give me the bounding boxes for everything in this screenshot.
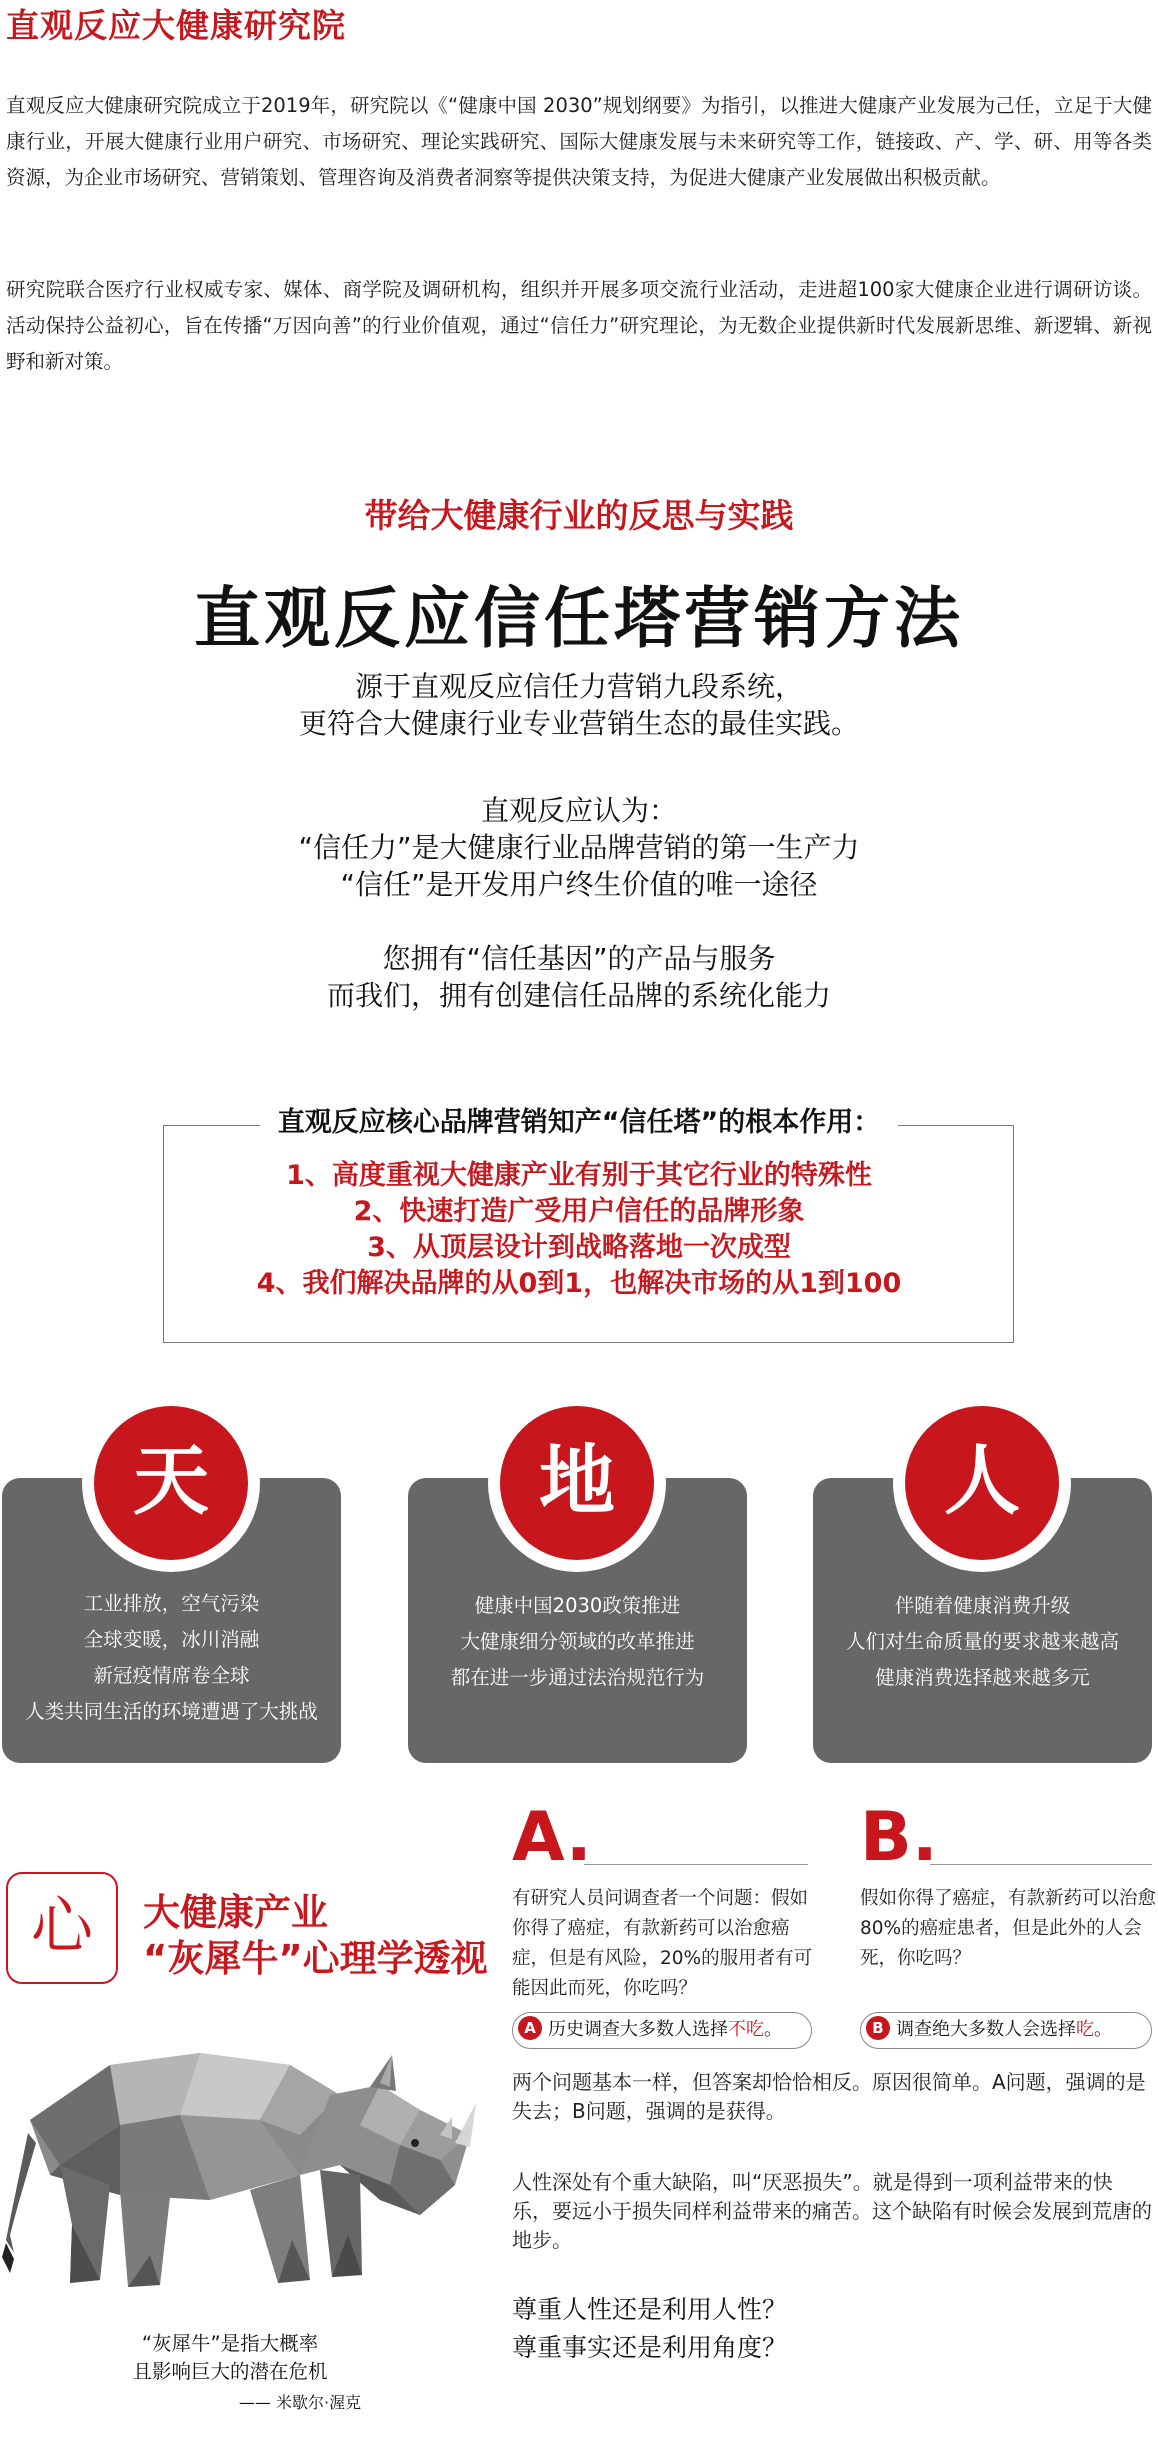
method-intro-line-1: 源于直观反应信任力营销九段系统， — [354, 670, 803, 703]
gene-line-1: 您拥有“信任基因”的产品与服务 — [382, 942, 776, 975]
option-a-letter: A. — [512, 1798, 592, 1877]
quote-author: —— 米歇尔·渥克 — [238, 2393, 362, 2412]
option-a-badge: A — [518, 2016, 542, 2040]
card-line: 伴随着健康消费升级 — [894, 1594, 1071, 1617]
option-a-text: 有研究人员问调查者一个问题：假如你得了癌症，有款新药可以治愈癌症，但是有风险，20%的服用者有可能因此而死，你吃吗？ — [512, 1888, 813, 1999]
heaven-char: 天 — [94, 1406, 248, 1560]
tower-item-3: 3、从顶层设计到战略落地一次成型 — [367, 1232, 791, 1263]
option-b-result — [860, 2012, 1152, 2049]
tower-item-2: 2、快速打造广受用户信任的品牌形象 — [353, 1196, 805, 1227]
intro-paragraph-2: 研究院联合医疗行业权威专家、媒体、商学院及调研机构，组织并开展多项交流行业活动，走进超100家大健康企业进行调研访谈。活动保持公益初心，旨在传播“万因向善”的行业价值观，通过“信任力”研究理论，为无数企业提供新时代发展新思维、新逻辑、新视野和新对策。 — [6, 278, 1152, 373]
option-b-result-suffix: 。 — [1094, 2019, 1112, 2040]
psychology-title-1: 大健康产业 — [143, 1891, 328, 1934]
option-b-result-highlight: 吃 — [1076, 2019, 1094, 2040]
analysis-paragraph-1: 两个问题基本一样，但答案却恰恰相反。原因很简单。A问题，强调的是失去；B问题，强调的是获得。 — [512, 2070, 1146, 2123]
option-b-text: 假如你得了癌症，有款新药可以治愈80%的癌症患者，但是此外的人会死，你吃吗？ — [860, 1888, 1157, 1969]
earth-circle-icon — [488, 1394, 666, 1572]
option-a-result-prefix: 历史调查大多数人选择 — [548, 2019, 728, 2040]
card-line: 人类共同生活的环境遭遇了大挑战 — [25, 1700, 318, 1723]
card-line: 健康消费选择越来越多元 — [875, 1666, 1090, 1689]
gray-rhino-icon — [0, 2025, 480, 2315]
option-b-letter: B. — [860, 1798, 938, 1877]
final-question-2: 尊重事实还是利用角度？ — [512, 2333, 788, 2362]
psychology-title-2: “灰犀牛”心理学透视 — [143, 1937, 488, 1980]
card-line: 都在进一步通过法治规范行为 — [450, 1666, 705, 1689]
heaven-circle-icon — [82, 1394, 260, 1572]
card-line: 工业排放，空气污染 — [83, 1592, 260, 1615]
tower-item-1: 1、高度重视大健康产业有别于其它行业的特殊性 — [286, 1160, 872, 1191]
method-intro-line-2: 更符合大健康行业专业营销生态的最佳实践。 — [298, 707, 859, 740]
heart-icon: 心 — [6, 1872, 118, 1984]
earth-char: 地 — [500, 1406, 654, 1560]
card-line: 全球变暖，冰川消融 — [83, 1628, 260, 1651]
trust-tower-heading-text: 直观反应核心品牌营销知产“信任塔”的根本作用： — [260, 1107, 899, 1138]
card-line: 新冠疫情席卷全球 — [93, 1664, 250, 1687]
quote-line-1: “灰犀牛”是指大概率 — [141, 2332, 319, 2355]
final-question-1: 尊重人性还是利用人性？ — [512, 2295, 788, 2324]
intro-paragraph-1: 直观反应大健康研究院成立于2019年，研究院以《“健康中国 2030”规划纲要》为指引，以推进大健康产业发展为己任，立足于大健康行业，开展大健康行业用户研究、市场研究、理论实践研究、国际大健康发展与未来研究等工作，链接政、产、学、研、用等各类资源，为企业市场研究、营销策划、管理咨询及消费者洞察等提供决策支持，为促进大健康产业发展做出积极贡献。 — [6, 94, 1152, 189]
option-a-result-suffix: 。 — [764, 2019, 782, 2040]
card-line: 健康中国2030政策推进 — [474, 1594, 681, 1617]
card-line: 大健康细分领域的改革推进 — [460, 1630, 695, 1653]
option-b-result-prefix: 调查绝大多数人会选择 — [896, 2019, 1076, 2040]
trust-tower-heading — [0, 1100, 1158, 1139]
option-a-result-highlight: 不吃 — [728, 2019, 764, 2040]
option-b-badge: B — [866, 2016, 890, 2040]
card-line: 人们对生命质量的要求越来越高 — [845, 1630, 1119, 1653]
people-char: 人 — [905, 1406, 1059, 1560]
option-b-rule — [930, 1864, 1152, 1865]
belief-line-2: “信任力”是大健康行业品牌营销的第一生产力 — [298, 831, 860, 864]
card-people-text — [813, 1588, 1152, 1696]
quote-line-2: 且影响巨大的潜在危机 — [132, 2360, 328, 2383]
option-a-result — [512, 2012, 812, 2049]
option-a-rule — [584, 1864, 808, 1865]
belief-line-3: “信任”是开发用户终生价值的唯一途径 — [340, 868, 818, 901]
method-title: 直观反应信任塔营销方法 — [194, 580, 964, 657]
card-earth-text — [408, 1588, 747, 1696]
belief-line-1: 直观反应认为： — [480, 794, 677, 827]
people-circle-icon — [893, 1394, 1071, 1572]
method-subtitle: 带给大健康行业的反思与实践 — [364, 496, 794, 535]
card-heaven-text — [2, 1586, 341, 1730]
gene-line-2: 而我们，拥有创建信任品牌的系统化能力 — [326, 979, 831, 1012]
tower-item-4: 4、我们解决品牌的从0到1，也解决市场的从1到100 — [256, 1268, 902, 1299]
page-title: 直观反应大健康研究院 — [6, 6, 346, 45]
analysis-paragraph-2: 人性深处有个重大缺陷，叫“厌恶损失”。就是得到一项利益带来的快乐，要远小于损失同样利益带来的痛苦。这个缺陷有时候会发展到荒唐的地步。 — [512, 2170, 1152, 2252]
